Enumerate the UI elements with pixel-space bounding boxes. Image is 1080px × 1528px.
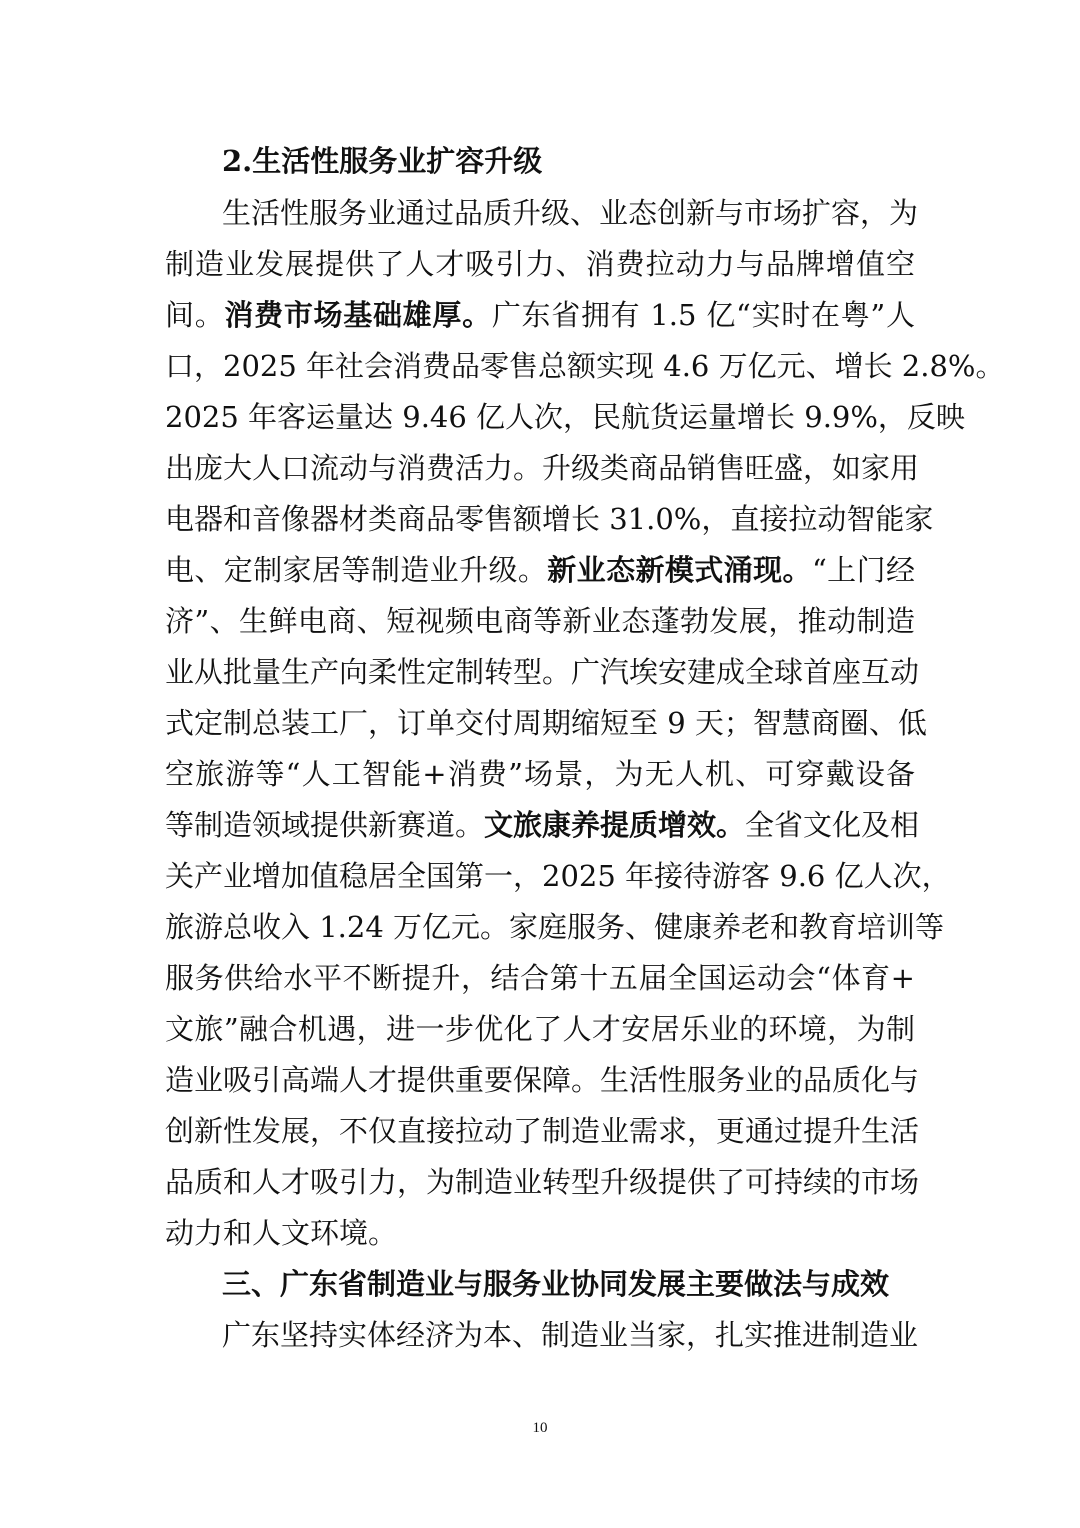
paragraph-line: 2025 年客运量达 9.46 亿人次，民航货运量增长 9.9%，反映 xyxy=(165,400,965,434)
text-run: 间。 xyxy=(165,298,225,332)
text-run: 电、定制家居等制造业升级。 xyxy=(165,553,548,587)
paragraph-line: 济”、生鲜电商、短视频电商等新业态蓬勃发展，推动制造 xyxy=(165,604,915,638)
section-heading: 2.生活性服务业扩容升级 xyxy=(222,144,543,178)
paragraph-line: 造业吸引高端人才提供重要保障。生活性服务业的品质化与 xyxy=(165,1063,920,1097)
paragraph-line: 广东坚持实体经济为本、制造业当家，扎实推进制造业 xyxy=(222,1318,919,1352)
paragraph-line: 制造业发展提供了人才吸引力、消费拉动力与品牌增值空 xyxy=(165,247,915,281)
paragraph-last-line: 动力和人文环境。 xyxy=(165,1216,398,1250)
text-run: 全省文化及相 xyxy=(745,808,920,842)
paragraph-line xyxy=(165,297,915,333)
bold-keyphrase-consumer-market: 消费市场基础雄厚。 xyxy=(224,298,492,332)
text-run: 等制造领域提供新赛道。 xyxy=(165,808,485,842)
paragraph-line: 服务供给水平不断提升，结合第十五届全国运动会“体育+ xyxy=(165,961,915,995)
bold-keyphrase-culture-tourism: 文旅康养提质增效。 xyxy=(484,808,746,842)
page-number: 10 xyxy=(532,1420,548,1436)
paragraph-line: 电器和音像器材类商品零售额增长 31.0%，直接拉动智能家 xyxy=(165,502,934,536)
text-run: “上门经 xyxy=(811,553,915,587)
paragraph-line: 口，2025 年社会消费品零售总额实现 4.6 万亿元、增长 2.8%。 xyxy=(165,349,1005,383)
paragraph-line: 空旅游等“人工智能+消费”场景，为无人机、可穿戴设备 xyxy=(165,757,915,791)
paragraph-line: 创新性发展，不仅直接拉动了制造业需求，更通过提升生活 xyxy=(165,1114,920,1148)
bold-keyphrase-new-formats: 新业态新模式涌现。 xyxy=(547,553,812,587)
paragraph-line: 关产业增加值稳居全国第一，2025 年接待游客 9.6 亿人次， xyxy=(165,859,951,893)
paragraph-line: 品质和人才吸引力，为制造业转型升级提供了可持续的市场 xyxy=(165,1165,920,1199)
paragraph-line: 旅游总收入 1.24 万亿元。家庭服务、健康养老和教育培训等 xyxy=(165,910,945,944)
paragraph-line: 业从批量生产向柔性定制转型。广汽埃安建成全球首座互动 xyxy=(165,655,920,689)
paragraph-line xyxy=(165,807,920,843)
paragraph-line xyxy=(165,552,915,588)
text-run: 广东省拥有 1.5 亿“实时在粤”人 xyxy=(491,298,915,332)
chapter-heading: 三、广东省制造业与服务业协同发展主要做法与成效 xyxy=(222,1267,890,1301)
paragraph-line: 式定制总装工厂，订单交付周期缩短至 9 天；智慧商圈、低 xyxy=(165,706,927,740)
paragraph-line: 文旅”融合机遇，进一步优化了人才安居乐业的环境，为制 xyxy=(165,1012,915,1046)
paragraph-line: 生活性服务业通过品质升级、业态创新与市场扩容，为 xyxy=(222,196,919,230)
paragraph-line: 出庞大人口流动与消费活力。升级类商品销售旺盛，如家用 xyxy=(165,451,920,485)
